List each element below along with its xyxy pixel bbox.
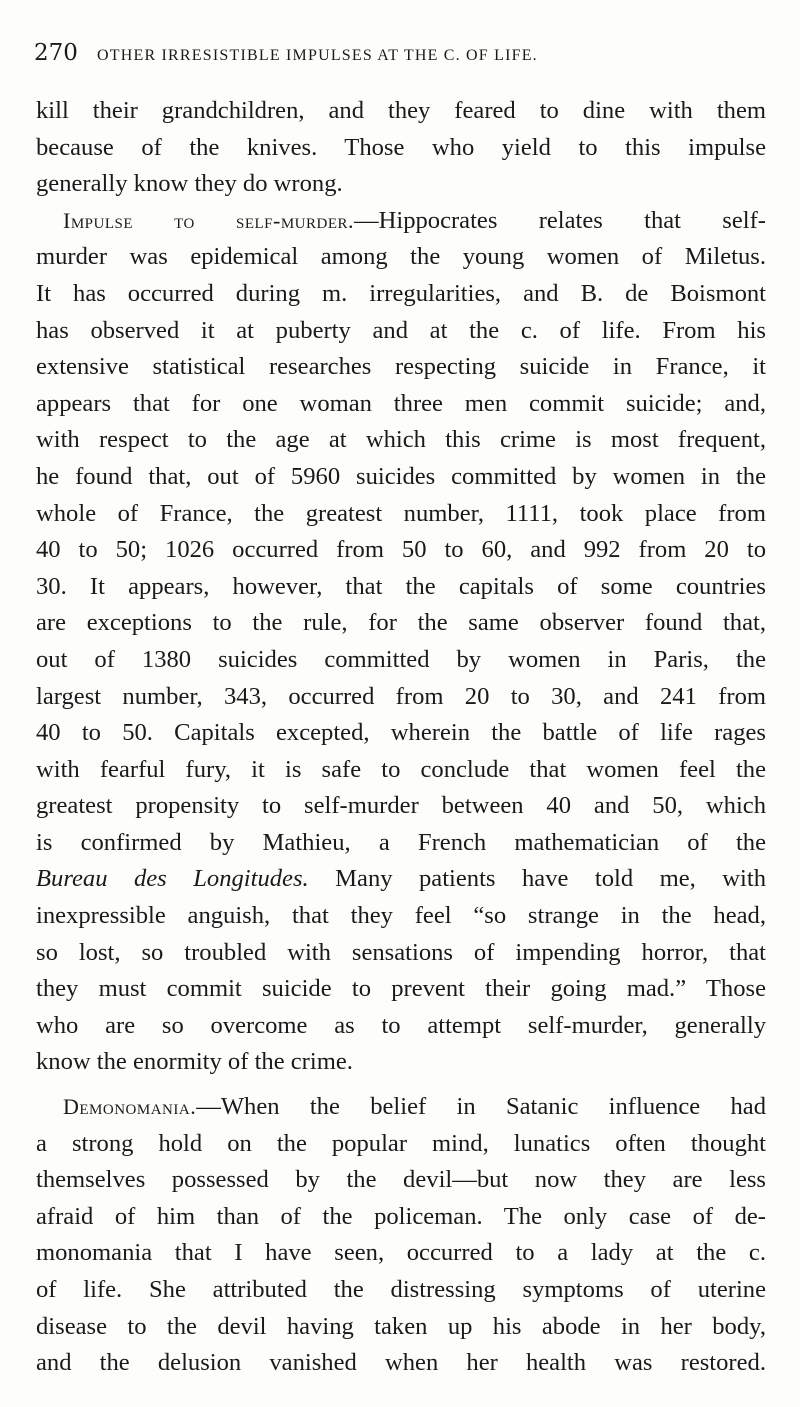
text-line: he found that, out of 5960 suicides committed by women in the bbox=[36, 462, 766, 490]
paragraph-self-murder bbox=[36, 203, 766, 1081]
text-line: monomania that I have seen, occurred to a lady at the c. bbox=[36, 1239, 766, 1267]
running-head: OTHER IRRESISTIBLE IMPULSES AT THE C. OF LIFE. bbox=[97, 47, 538, 64]
page-number: 270 bbox=[34, 40, 78, 66]
text-line: generally know they do wrong. bbox=[36, 170, 343, 198]
text-line: has observed it at puberty and at the c. of life. From his bbox=[36, 316, 766, 344]
text-line: inexpressible anguish, that they feel “so strange in the head, bbox=[36, 902, 766, 930]
text-line: they must commit suicide to prevent their going mad.” Those bbox=[36, 975, 766, 1003]
text-line: 40 to 50; 1026 occurred from 50 to 60, and 992 from 20 to bbox=[36, 536, 766, 564]
text-line: are exceptions to the rule, for the same observer found that, bbox=[36, 609, 766, 637]
body-text bbox=[36, 93, 766, 1382]
text-line: with respect to the age at which this crime is most frequent, bbox=[36, 426, 766, 454]
text-line: largest number, 343, occurred from 20 to 30, and 241 from bbox=[36, 682, 766, 710]
text-line: It has occurred during m. irregularities, and B. de Boismont bbox=[36, 279, 766, 307]
text-line: with fearful fury, it is safe to conclude that women feel the bbox=[36, 755, 766, 783]
text-line: so lost, so troubled with sensations of impending horror, that bbox=[36, 938, 766, 966]
italic-phrase: Bureau des Longitudes. bbox=[36, 865, 309, 893]
text-line: out of 1380 suicides committed by women in Paris, the bbox=[36, 645, 766, 673]
text-line bbox=[36, 1089, 766, 1126]
text-line: appears that for one woman three men commit suicide; and, bbox=[36, 389, 766, 417]
section-heading: Demonomania. bbox=[63, 1094, 197, 1120]
text-line: disease to the devil having taken up his abode in her body, bbox=[36, 1312, 766, 1340]
text-line: murder was epidemical among the young women of Miletus. bbox=[36, 243, 766, 271]
page-header bbox=[34, 40, 724, 74]
text-line: whole of France, the greatest number, 1111, took place from bbox=[36, 499, 766, 527]
text-line: afraid of him than of the policeman. The only case of de- bbox=[36, 1202, 766, 1230]
text-line: 30. It appears, however, that the capitals of some countries bbox=[36, 572, 766, 600]
paragraph-demonomania bbox=[36, 1089, 766, 1382]
text-line: is confirmed by Mathieu, a French mathematician of the bbox=[36, 828, 766, 856]
text-line: because of the knives. Those who yield to this impulse bbox=[36, 133, 766, 161]
text-line: 40 to 50. Capitals excepted, wherein the battle of life rages bbox=[36, 719, 766, 747]
text-line bbox=[36, 861, 766, 898]
text-fragment: Many patients have told me, with bbox=[308, 865, 766, 893]
text-line: who are so overcome as to attempt self-murder, generally bbox=[36, 1011, 766, 1039]
text-fragment: —When the belief in Satanic influence had bbox=[196, 1093, 766, 1121]
text-line: greatest propensity to self-murder between 40 and 50, which bbox=[36, 792, 766, 820]
text-line: a strong hold on the popular mind, lunatics often thought bbox=[36, 1129, 766, 1157]
paragraph-gap bbox=[36, 1081, 766, 1089]
text-line: know the enormity of the crime. bbox=[36, 1048, 353, 1076]
section-heading: Impulse to self-murder. bbox=[63, 207, 354, 233]
paragraph-knives bbox=[36, 93, 766, 203]
text-line: kill their grandchildren, and they feared to dine with them bbox=[36, 97, 766, 124]
text-line: themselves possessed by the devil—but now they are less bbox=[36, 1166, 766, 1194]
text-fragment: —Hippocrates relates that self- bbox=[354, 206, 766, 234]
text-line: of life. She attributed the distressing symptoms of uterine bbox=[36, 1276, 766, 1303]
text-line bbox=[36, 203, 766, 240]
text-line: extensive statistical researches respecting suicide in France, it bbox=[36, 353, 766, 381]
text-line: and the delusion vanished when her health was restored. bbox=[36, 1349, 766, 1377]
